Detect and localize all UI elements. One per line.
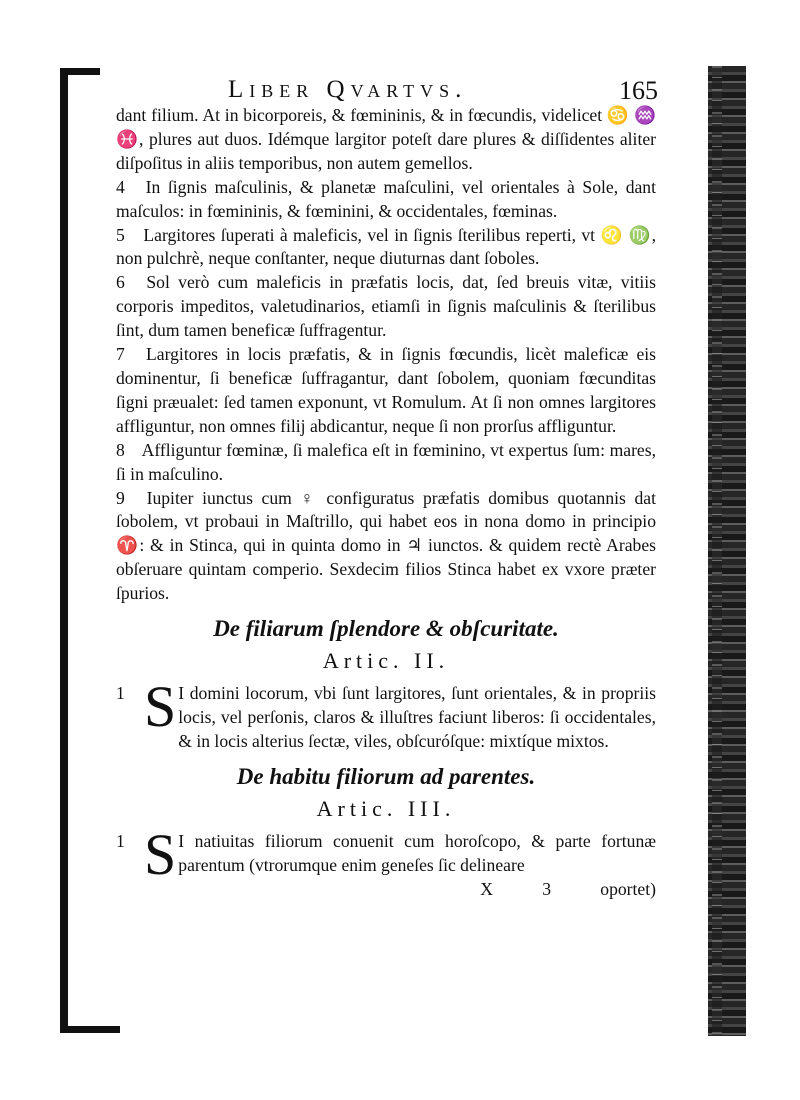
section-3-paragraph xyxy=(116,821,656,887)
list-item xyxy=(116,439,656,487)
item-number: 1 xyxy=(116,830,125,851)
catchword: oportet) xyxy=(600,878,656,899)
list-item xyxy=(116,271,656,343)
item-number: 7 xyxy=(116,344,125,365)
item-number: 1 xyxy=(116,683,125,704)
item-text: Sol verò cum maleficis in præfatis locis, dat, ſed breuis vitæ, vitiis corporis impeditos, valetudinarios, etiamſi in ſignis maſculinis & ſterilibus ſint, dum tamen beneficæ ſuffragentur. xyxy=(116,272,656,341)
dropcap-letter: S xyxy=(144,674,177,740)
catch-line xyxy=(178,878,656,902)
page-frame-left-rule xyxy=(60,68,68,1033)
page-number: 165 xyxy=(619,76,658,105)
signature-mark: X xyxy=(480,878,493,899)
item-text: Largitores in locis præfatis, & in ſignis fœcundis, licèt maleficæ eis dominentur, ſi beneficæ ſuffragantur, dant ſobolem, quoniam fœcunditas ſigni præualet: ſed tamen exponunt, vt Romulum. At ſi non omnes largitores affliguntur, non omnes filij abdicantur, neque ſi non prorſus affliguntur. xyxy=(116,344,656,436)
list-item xyxy=(116,487,656,607)
list-item xyxy=(116,343,656,439)
list-item xyxy=(116,176,656,224)
numbered-list xyxy=(116,176,656,606)
item-number: 9 xyxy=(116,487,125,508)
book-edge-strip xyxy=(708,66,746,1036)
dropcap-letter: S xyxy=(144,821,177,887)
item-text: Affliguntur fœminæ, ſi malefica eſt in fœminino, vt expertus ſum: mares, ſi in maſculino. xyxy=(116,439,656,484)
section-2-artic: Artic. II. xyxy=(322,648,450,674)
running-title: Liber Qvartvs. xyxy=(228,76,468,103)
item-text: I natiuitas filiorum conuenit cum horoſcopo, & parte fortunæ parentum (vtrorumque enim geneſes ſic delineare xyxy=(178,830,656,875)
signature-number: 3 xyxy=(542,878,552,899)
page-frame-top-rule xyxy=(60,68,100,75)
item-number: 4 xyxy=(116,176,125,197)
section-2-title: De filiarum ſplendore & obſcuritate. xyxy=(213,616,559,642)
item-text: Largitores ſuperati à maleficis, vel in ſignis ſterilibus reperti, vt ♌ ♍, non pulchrè, neque conſtanter, neque diuturnas dant ſoboles. xyxy=(116,224,656,269)
item-text: I domini locorum, vbi ſunt largitores, ſunt orientales, & in propriis locis, vel perſonis, claros & illuſtres faciunt liberos: ſi occidentales, & in locis alterius ſectæ, viles, obſcuróſque: mixtíque mixtos. xyxy=(178,683,656,751)
section-2-paragraph xyxy=(116,674,656,754)
item-number: 6 xyxy=(116,272,125,293)
page-frame-bottom-rule xyxy=(60,1026,120,1033)
item-text: Iupiter iunctus cum ♀ configuratus præfatis domibus quotannis dat ſobolem, vt probaui in Maſtrillo, qui habet eos in nona domo in principio ♈: & in Stinca, qui in quinta domo in ♃ iunctos. & quidem rectè Arabes obſeruare quintam comperio. Sexdecim filios Stinca habet ex vxore præter ſpurios. xyxy=(116,487,656,604)
section-3-title: De habitu filiorum ad parentes. xyxy=(236,763,536,789)
body-text xyxy=(116,104,656,901)
paragraph-continuation: dant filium. At in bicorporeis, & fœmininis, & in fœcundis, videlicet ♋ ♒ ♓, plures aut duos. Idémque largitor poteſt dare plures & diſſidentes aliter diſpoſitus in aliis temporibus, non autem gemellos. xyxy=(116,105,656,173)
list-item xyxy=(116,224,656,272)
item-text: In ſignis maſculinis, & planetæ maſculini, vel orientales à Sole, dant maſculos: in fœmininis, & fœminini, & occidentales, fœminas. xyxy=(116,176,656,221)
item-number: 8 xyxy=(116,439,125,460)
section-3-artic: Artic. III. xyxy=(316,795,456,821)
item-number: 5 xyxy=(116,224,125,245)
